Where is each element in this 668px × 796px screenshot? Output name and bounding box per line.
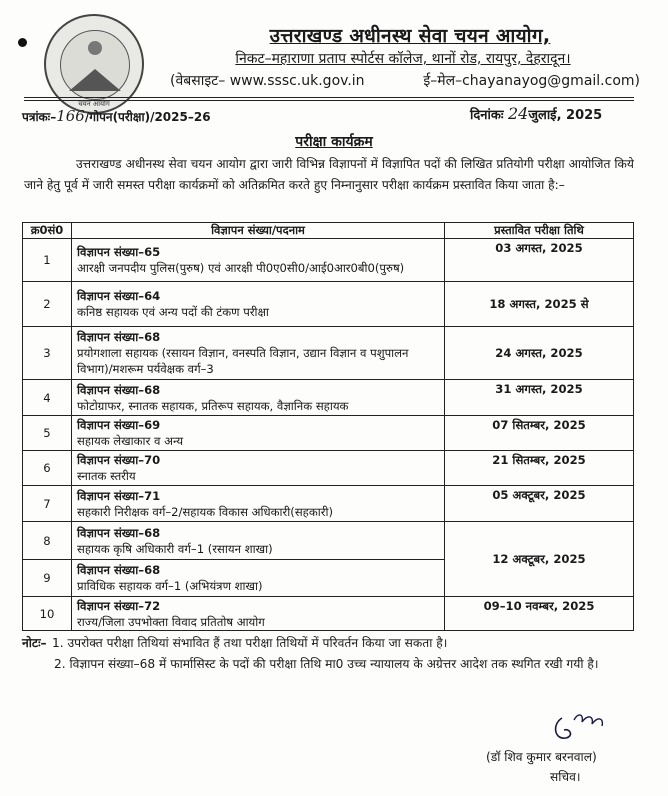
table-row	[23, 380, 634, 416]
row-date: 03 अगस्त, 2025	[445, 239, 634, 282]
row-serial: 7	[23, 486, 72, 522]
header-rule-2	[24, 100, 634, 101]
website: (वेबसाइट– www.sssc.uk.gov.in	[170, 73, 365, 89]
row-adv: विज्ञापन संख्या–68	[77, 330, 161, 344]
logo-emblem	[60, 30, 130, 100]
table-row	[23, 522, 634, 560]
row-adv: विज्ञापन संख्या–68	[77, 382, 161, 397]
row-post-name: राज्य/जिला उपभोक्ता विवाद प्रतितोष आयोग	[77, 614, 265, 629]
logo-mountain-icon	[69, 69, 121, 91]
org-name: उत्तराखण्ड अधीनस्थ सेवा चयन आयोग,	[269, 25, 551, 47]
email: ई–मेल–chayanayog@gmail.com)	[423, 73, 640, 89]
reference-line	[22, 107, 211, 125]
date-line	[470, 104, 602, 123]
row-date: 24 अगस्त, 2025	[445, 327, 634, 380]
col-header-post: विज्ञापन संख्या/पदनाम	[72, 223, 445, 239]
row-date: 07 सितम्बर, 2025	[445, 416, 634, 451]
row-adv: विज्ञापन संख्या–69	[77, 418, 161, 432]
notes-label: नोटः–	[22, 636, 47, 650]
date-label: दिनांकः	[470, 108, 504, 123]
row-serial: 4	[23, 380, 72, 416]
signatory-name: (डॉ शिव कुमार बरनवाल)	[486, 750, 597, 764]
reference-label: पत्रांकः–	[22, 110, 57, 124]
table-row	[23, 282, 634, 327]
row-adv: विज्ञापन संख्या–70	[77, 453, 161, 467]
row-post-name: सहकारी निरीक्षक वर्ग–2/सहायक विकास अधिकारी(सहकारी)	[77, 504, 333, 519]
date-day: 24	[508, 104, 529, 123]
row-adv: विज्ञापन संख्या–64	[77, 289, 161, 303]
org-address: निकट–महाराणा प्रताप स्पोर्टस कॉलेज, थानों रोड, रायपुर, देहरादून।	[235, 51, 571, 67]
row-post-name: स्नातक स्तरीय	[77, 469, 136, 483]
note-1-text: 1. उपरोक्त परीक्षा तिथियां संभावित हैं तथा परीक्षा तिथियों में परिवर्तन किया जा सकता है।	[52, 636, 448, 650]
row-post	[72, 282, 445, 327]
logo-caption: चयन आयोग	[78, 100, 110, 108]
row-adv: विज्ञापन संख्या–72	[77, 598, 161, 613]
row-post-name: सहायक लेखाकार व अन्य	[77, 434, 184, 448]
row-post-name: प्राविधिक सहायक वर्ग–1 (अभियंत्रण शाखा)	[77, 579, 263, 593]
row-serial: 1	[23, 239, 72, 282]
row-date: 05 अक्टूबर, 2025	[445, 486, 634, 522]
commission-logo	[44, 14, 144, 114]
signatory-designation: सचिव।	[550, 770, 581, 784]
table-row	[23, 239, 634, 282]
row-post	[72, 522, 445, 560]
row-serial: 10	[23, 597, 72, 631]
org-contact	[170, 71, 640, 90]
date-rest: जुलाई, 2025	[528, 108, 603, 123]
row-adv: विज्ञापन संख्या–65	[77, 245, 161, 259]
note-2-text: 2. विज्ञापन संख्या–68 में फार्मासिस्ट के पदों की परीक्षा तिथि मा0 उच्च न्यायालय के अग्रेत्तर आदेश तक स्थगित रखी गयी है।	[54, 657, 599, 671]
row-post	[72, 239, 445, 282]
intro-paragraph: उत्तराखण्ड अधीनस्थ सेवा चयन आयोग द्वारा जारी विभिन्न विज्ञापनों में विज्ञापित पदों की लिखित प्रतियोगी परीक्षा आयोजित किये जाने हेतु पूर्व में जारी समस्त परीक्षा कार्यक्रमों को अतिक्रमित करते हुए निम्नानुसार परीक्षा कार्यक्रम प्रस्तावित किया जाता है:–	[24, 157, 634, 192]
table-row	[23, 451, 634, 486]
row-post-name: कनिष्ठ सहायक एवं अन्य पदों की टंकण परीक्षा	[77, 305, 269, 319]
row-post	[72, 560, 445, 597]
table-row	[23, 597, 634, 631]
row-serial: 5	[23, 416, 72, 451]
row-serial: 9	[23, 560, 72, 597]
row-adv: विज्ञापन संख्या–68	[77, 525, 161, 540]
note-1	[22, 633, 634, 654]
row-post	[72, 597, 445, 631]
row-date: 21 सितम्बर, 2025	[445, 451, 634, 486]
page-title: परीक्षा कार्यक्रम	[295, 134, 373, 150]
row-date: 09–10 नवम्बर, 2025	[445, 597, 634, 631]
signature-mark	[548, 706, 608, 746]
punch-hole	[18, 38, 27, 47]
notes-section	[22, 633, 634, 675]
row-serial: 8	[23, 522, 72, 560]
row-date: 12 अक्टूबर, 2025	[445, 522, 634, 597]
exam-schedule-table	[22, 222, 634, 631]
col-header-serial: क्र0सं0	[23, 223, 72, 239]
row-serial: 6	[23, 451, 72, 486]
row-post-name: आरक्षी जनपदीय पुलिस(पुरुष) एवं आरक्षी पी0ए0सी0/आई0आर0बी0(पुरुष)	[77, 261, 405, 275]
row-post	[72, 327, 445, 380]
row-post	[72, 380, 445, 416]
row-post	[72, 451, 445, 486]
header-rule-1	[24, 97, 634, 98]
row-post	[72, 486, 445, 522]
row-date: 18 अगस्त, 2025 से	[445, 282, 634, 327]
row-post-name: सहायक कृषि अधिकारी वर्ग–1 (रसायन शाखा)	[77, 541, 273, 556]
table-header-row	[23, 223, 634, 239]
row-post-name: फोटोग्राफर, स्नातक सहायक, प्रतिरूप सहायक, वैज्ञानिक सहायक	[77, 398, 349, 413]
table-row	[23, 327, 634, 380]
row-serial: 2	[23, 282, 72, 327]
table-row	[23, 486, 634, 522]
logo-sun-icon	[88, 41, 102, 55]
row-adv: विज्ञापन संख्या–68	[77, 563, 161, 577]
col-header-date: प्रस्तावित परीक्षा तिथि	[445, 223, 634, 239]
table-row	[23, 416, 634, 451]
row-adv: विज्ञापन संख्या–71	[77, 488, 161, 503]
row-serial: 3	[23, 327, 72, 380]
row-post-name: प्रयोगशाला सहायक (रसायन विज्ञान, वनस्पति विज्ञान, उद्यान विज्ञान व पशुपालन विभाग)/मशरूम पर्यवेक्षक वर्ग–3	[77, 346, 409, 376]
reference-number: 166	[56, 107, 85, 125]
reference-suffix: /गोपन(परीक्षा)/2025–26	[84, 110, 211, 124]
row-date: 31 अगस्त, 2025	[445, 380, 634, 416]
row-post	[72, 416, 445, 451]
